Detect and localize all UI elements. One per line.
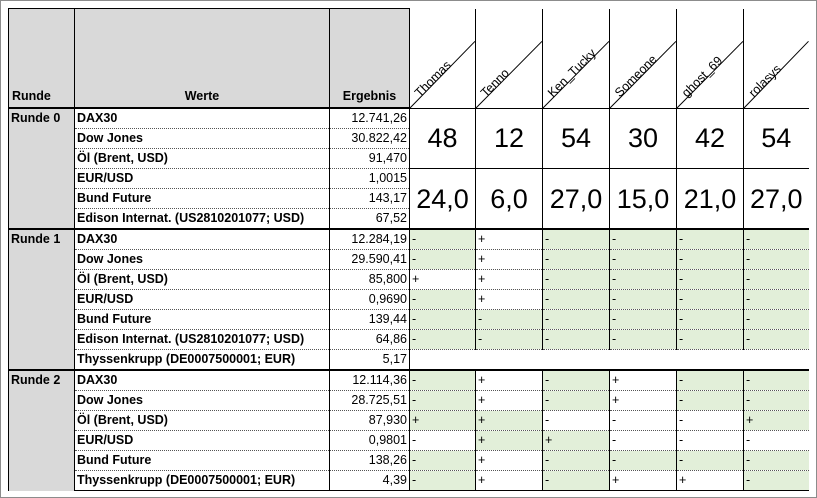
tip-cell: - (410, 310, 476, 330)
value-result: 87,930 (330, 411, 410, 431)
tip-cell: - (610, 451, 677, 471)
tip-cell: - (410, 431, 476, 451)
value-name: DAX30 (75, 229, 330, 250)
tip-cell: - (610, 310, 677, 330)
value-name: EUR/USD (75, 169, 330, 189)
table-row (9, 108, 809, 129)
tip-cell: - (543, 290, 610, 310)
value-name: Bund Future (75, 189, 330, 209)
tip-cell: + (610, 471, 677, 491)
tip-cell: + (476, 451, 543, 471)
value-name: Thyssenkrupp (DE0007500001; EUR) (75, 471, 330, 491)
tip-cell: - (677, 411, 744, 431)
tip-cell: - (744, 391, 809, 411)
tip-cell: - (543, 411, 610, 431)
tip-cell: - (677, 290, 744, 310)
value-name: EUR/USD (75, 290, 330, 310)
tip-cell: + (677, 471, 744, 491)
tip-cell: - (677, 431, 744, 451)
table-row (9, 270, 809, 290)
value-name: Öl (Brent, USD) (75, 270, 330, 290)
tip-cell: + (476, 290, 543, 310)
player-score: 48 (410, 108, 476, 169)
player-score: 27,0 (543, 169, 610, 230)
tip-cell: - (410, 330, 476, 350)
tip-cell: - (610, 431, 677, 451)
tip-cell: - (744, 290, 809, 310)
value-result: 12.284,19 (330, 229, 410, 250)
table-row (9, 310, 809, 330)
value-name: Thyssenkrupp (DE0007500001; EUR) (75, 350, 330, 371)
tip-cell: - (677, 250, 744, 270)
tip-cell: - (543, 451, 610, 471)
tip-cell: + (410, 270, 476, 290)
value-name: Dow Jones (75, 250, 330, 270)
value-name: Edison Internat. (US2810201077; USD) (75, 209, 330, 230)
table-row (9, 350, 809, 371)
tip-cell: - (744, 370, 809, 391)
tip-cell: - (610, 250, 677, 270)
tip-cell: + (543, 431, 610, 451)
tip-cell: - (610, 330, 677, 350)
value-name: Edison Internat. (US2810201077; USD) (75, 330, 330, 350)
tip-cell: + (476, 471, 543, 491)
header-row (9, 9, 809, 109)
tip-cell: - (744, 451, 809, 471)
value-name: Dow Jones (75, 129, 330, 149)
player-score: 24,0 (410, 169, 476, 230)
player-score: 42 (677, 108, 744, 169)
tip-cell: - (543, 330, 610, 350)
table-row (9, 229, 809, 250)
value-name: Öl (Brent, USD) (75, 411, 330, 431)
header-player-ghost-69: ghost_69 (677, 9, 744, 109)
tip-cell: - (543, 270, 610, 290)
tip-cell: - (476, 310, 543, 330)
player-score: 12 (476, 108, 543, 169)
value-result: 28.725,51 (330, 391, 410, 411)
value-result: 85,800 (330, 270, 410, 290)
tip-cell: + (410, 411, 476, 431)
tip-cell: - (744, 310, 809, 330)
tip-cell: - (543, 391, 610, 411)
header-player-ken-tucky: Ken_Tucky (543, 9, 610, 109)
tip-cell: - (610, 290, 677, 310)
tip-cell: - (476, 330, 543, 350)
tip-cell: + (476, 411, 543, 431)
value-result: 1,0015 (330, 169, 410, 189)
value-name: Öl (Brent, USD) (75, 149, 330, 169)
player-score: 21,0 (677, 169, 744, 230)
tip-cell: - (410, 471, 476, 491)
value-result: 0,9690 (330, 290, 410, 310)
tip-cell: - (543, 310, 610, 330)
empty-tip-span (410, 350, 809, 371)
player-score: 27,0 (744, 169, 809, 230)
value-result: 64,86 (330, 330, 410, 350)
tip-cell: - (677, 270, 744, 290)
value-name: Dow Jones (75, 391, 330, 411)
value-result: 12.741,26 (330, 108, 410, 129)
tip-cell: - (677, 310, 744, 330)
tip-cell: - (744, 270, 809, 290)
tip-cell: + (610, 370, 677, 391)
table-row (9, 290, 809, 310)
value-name: Bund Future (75, 451, 330, 471)
header-player-rolasys: rolasys (744, 9, 809, 109)
value-name: Bund Future (75, 310, 330, 330)
table-row (9, 250, 809, 270)
tip-cell: + (744, 411, 809, 431)
tip-cell: - (543, 229, 610, 250)
value-result: 30.822,42 (330, 129, 410, 149)
header-player-tenno: Tenno (476, 9, 543, 109)
player-score: 15,0 (610, 169, 677, 230)
table-row (9, 330, 809, 350)
tip-cell: + (610, 391, 677, 411)
value-result: 12.114,36 (330, 370, 410, 391)
tip-cell: - (677, 370, 744, 391)
player-score: 54 (744, 108, 809, 169)
tip-cell: - (543, 471, 610, 491)
header-runde: Runde (9, 9, 75, 109)
table-row (9, 391, 809, 411)
table-row (9, 370, 809, 391)
tip-cell: - (744, 229, 809, 250)
tip-cell: - (744, 431, 809, 451)
value-result: 143,17 (330, 189, 410, 209)
header-player-someone: Someone (610, 9, 677, 109)
value-result: 138,26 (330, 451, 410, 471)
tip-cell: + (476, 370, 543, 391)
header-ergebnis: Ergebnis (330, 9, 410, 109)
tip-cell: - (410, 290, 476, 310)
value-result: 5,17 (330, 350, 410, 371)
tip-cell: - (543, 250, 610, 270)
player-score: 6,0 (476, 169, 543, 230)
player-score: 30 (610, 108, 677, 169)
table-row (9, 169, 809, 189)
tip-cell: - (744, 330, 809, 350)
player-score: 54 (543, 108, 610, 169)
tip-cell: + (476, 431, 543, 451)
tip-cell: - (410, 250, 476, 270)
tip-cell: - (744, 471, 809, 491)
header-player-thomas: Thomas (410, 9, 476, 109)
tip-cell: - (677, 330, 744, 350)
table-row (9, 471, 809, 491)
value-name: EUR/USD (75, 431, 330, 451)
header-werte: Werte (75, 9, 330, 109)
tip-cell: - (610, 270, 677, 290)
results-table (8, 8, 809, 491)
tip-cell: - (610, 229, 677, 250)
tip-cell: - (410, 229, 476, 250)
round-label: Runde 2 (9, 370, 75, 491)
tip-cell: - (677, 391, 744, 411)
tip-cell: - (677, 229, 744, 250)
value-result: 139,44 (330, 310, 410, 330)
tip-cell: - (744, 250, 809, 270)
value-result: 0,9801 (330, 431, 410, 451)
round-label: Runde 1 (9, 229, 75, 370)
tip-cell: - (410, 451, 476, 471)
tip-cell: + (476, 229, 543, 250)
value-name: DAX30 (75, 108, 330, 129)
value-result: 29.590,41 (330, 250, 410, 270)
tip-cell: - (677, 451, 744, 471)
table-row (9, 451, 809, 471)
tip-cell: - (610, 411, 677, 431)
value-name: DAX30 (75, 370, 330, 391)
tip-cell: - (410, 391, 476, 411)
tip-cell: - (543, 370, 610, 391)
tip-cell: - (410, 370, 476, 391)
value-result: 4,39 (330, 471, 410, 491)
tip-cell: + (476, 250, 543, 270)
tip-cell: + (476, 391, 543, 411)
value-result: 91,470 (330, 149, 410, 169)
table-row (9, 411, 809, 431)
table-row (9, 431, 809, 451)
tip-cell: + (476, 270, 543, 290)
value-result: 67,52 (330, 209, 410, 230)
round-label: Runde 0 (9, 108, 75, 229)
